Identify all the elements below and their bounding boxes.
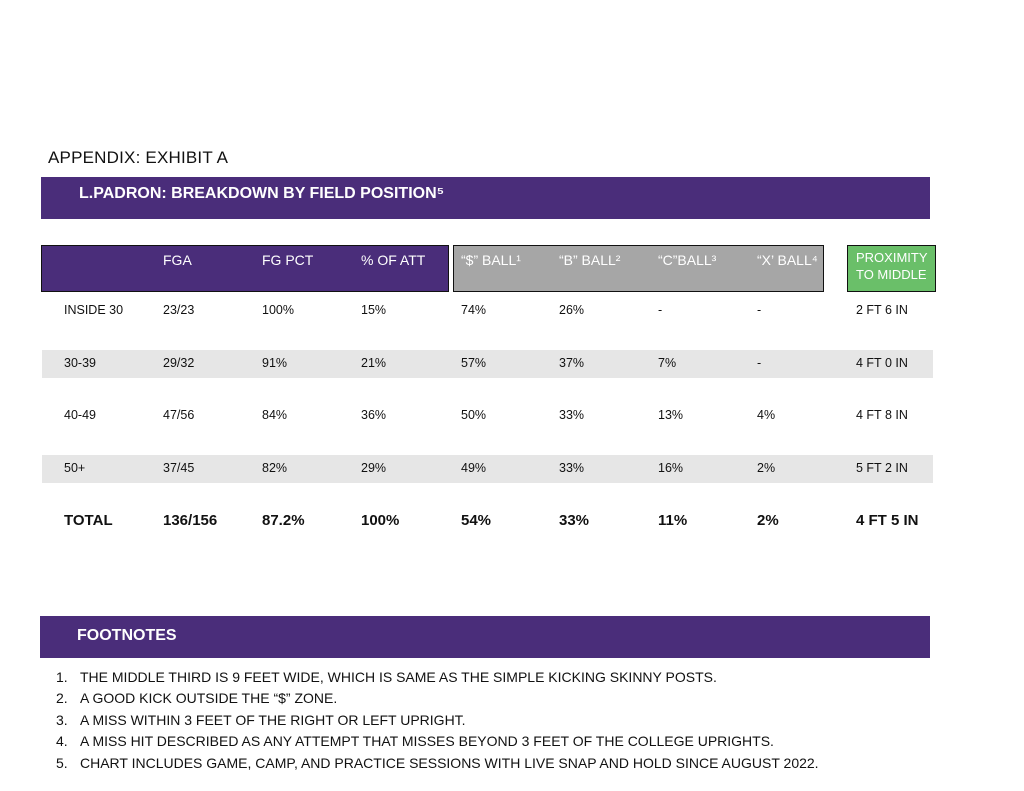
cell-fga: 37/45 (163, 461, 195, 475)
cell-range: 50+ (64, 461, 86, 475)
footnote-number: 1. (56, 669, 68, 685)
cell-dollar-ball: 50% (461, 408, 487, 422)
cell-x-ball: - (757, 303, 762, 317)
cell-c-ball: 7% (658, 356, 677, 370)
cell-dollar-ball: 49% (461, 461, 487, 475)
header-proximity-line1: PROXIMITY (856, 250, 928, 265)
footnote-number: 2. (56, 690, 68, 707)
footnotes-band (40, 616, 930, 658)
cell-proximity: 2 FT 6 IN (856, 303, 908, 317)
cell-range: 30-39 (64, 356, 96, 370)
footnote-item (56, 667, 819, 688)
cell-proximity: 4 FT 8 IN (856, 408, 908, 422)
footnotes-list (56, 667, 819, 774)
cell-c-ball: 16% (658, 461, 684, 475)
cell-proximity: 4 FT 5 IN (856, 512, 919, 529)
footnote-text: CHART INCLUDES GAME, CAMP, AND PRACTICE SESSIONS WITH LIVE SNAP AND HOLD SINCE AUGUST 2022. (80, 754, 819, 771)
cell-b-ball: 33% (559, 461, 585, 475)
cell-x-ball: 4% (757, 408, 776, 422)
cell-fga: 29/32 (163, 356, 195, 370)
cell-dollar-ball: 57% (461, 356, 487, 370)
cell-fg-pct: 91% (262, 356, 288, 370)
cell-x-ball: - (757, 356, 762, 370)
header-proximity (856, 249, 928, 283)
footnote-text: A MISS HIT DESCRIBED AS ANY ATTEMPT THAT MISSES BEYOND 3 FEET OF THE COLLEGE UPRIGHTS. (80, 733, 774, 750)
cell-c-ball: 13% (658, 408, 684, 422)
header-fga: FGA (163, 252, 192, 268)
cell-range: INSIDE 30 (64, 303, 124, 317)
table-title-band (41, 177, 930, 219)
footnote-item (56, 688, 819, 709)
footnote-number: 3. (56, 711, 68, 728)
cell-b-ball: 33% (559, 408, 585, 422)
cell-pct-att: 36% (361, 408, 387, 422)
cell-fga: 47/56 (163, 408, 195, 422)
footnote-item (56, 710, 819, 731)
header-dollar-ball: “$” BALL¹ (461, 252, 521, 268)
cell-x-ball: 2% (757, 461, 776, 475)
header-proximity-line2: TO MIDDLE (856, 267, 927, 282)
cell-dollar-ball: 54% (461, 512, 492, 529)
cell-dollar-ball: 74% (461, 303, 487, 317)
header-x-ball: “X’ BALL⁴ (757, 252, 818, 268)
header-c-ball: “C”BALL³ (658, 252, 717, 268)
cell-pct-att: 21% (361, 356, 387, 370)
cell-b-ball: 33% (559, 512, 590, 529)
cell-x-ball: 2% (757, 512, 779, 529)
cell-fg-pct: 100% (262, 303, 294, 317)
cell-fg-pct: 87.2% (262, 512, 305, 529)
footnote-text: A GOOD KICK OUTSIDE THE “$” ZONE. (80, 690, 338, 707)
cell-proximity: 5 FT 2 IN (856, 461, 908, 475)
cell-c-ball: - (658, 303, 663, 317)
cell-range: 40-49 (64, 408, 96, 422)
header-fg-pct: FG PCT (262, 252, 314, 268)
footnote-text: THE MIDDLE THIRD IS 9 FEET WIDE, WHICH IS SAME AS THE SIMPLE KICKING SKINNY POSTS. (80, 669, 717, 685)
footnotes-title: FOOTNOTES (77, 627, 177, 644)
cell-proximity: 4 FT 0 IN (856, 356, 908, 370)
cell-pct-att: 15% (361, 303, 387, 317)
cell-pct-att: 29% (361, 461, 387, 475)
footnote-item (56, 731, 819, 752)
cell-pct-att: 100% (361, 512, 400, 529)
table-title: L.PADRON: BREAKDOWN BY FIELD POSITION⁵ (79, 185, 445, 202)
footnote-text: A MISS WITHIN 3 FEET OF THE RIGHT OR LEFT UPRIGHT. (80, 711, 466, 728)
cell-fga: 136/156 (163, 512, 218, 529)
header-pct-att: % OF ATT (361, 252, 426, 268)
cell-fg-pct: 82% (262, 461, 288, 475)
header-b-ball: “B” BALL² (559, 252, 621, 268)
cell-range: TOTAL (64, 512, 113, 529)
footnote-number: 5. (56, 754, 68, 771)
cell-b-ball: 26% (559, 303, 585, 317)
appendix-title: APPENDIX: EXHIBIT A (48, 148, 229, 167)
footnote-item (56, 753, 819, 774)
cell-b-ball: 37% (559, 356, 585, 370)
cell-c-ball: 11% (658, 512, 688, 529)
cell-fg-pct: 84% (262, 408, 288, 422)
cell-fga: 23/23 (163, 303, 195, 317)
footnote-number: 4. (56, 733, 68, 750)
